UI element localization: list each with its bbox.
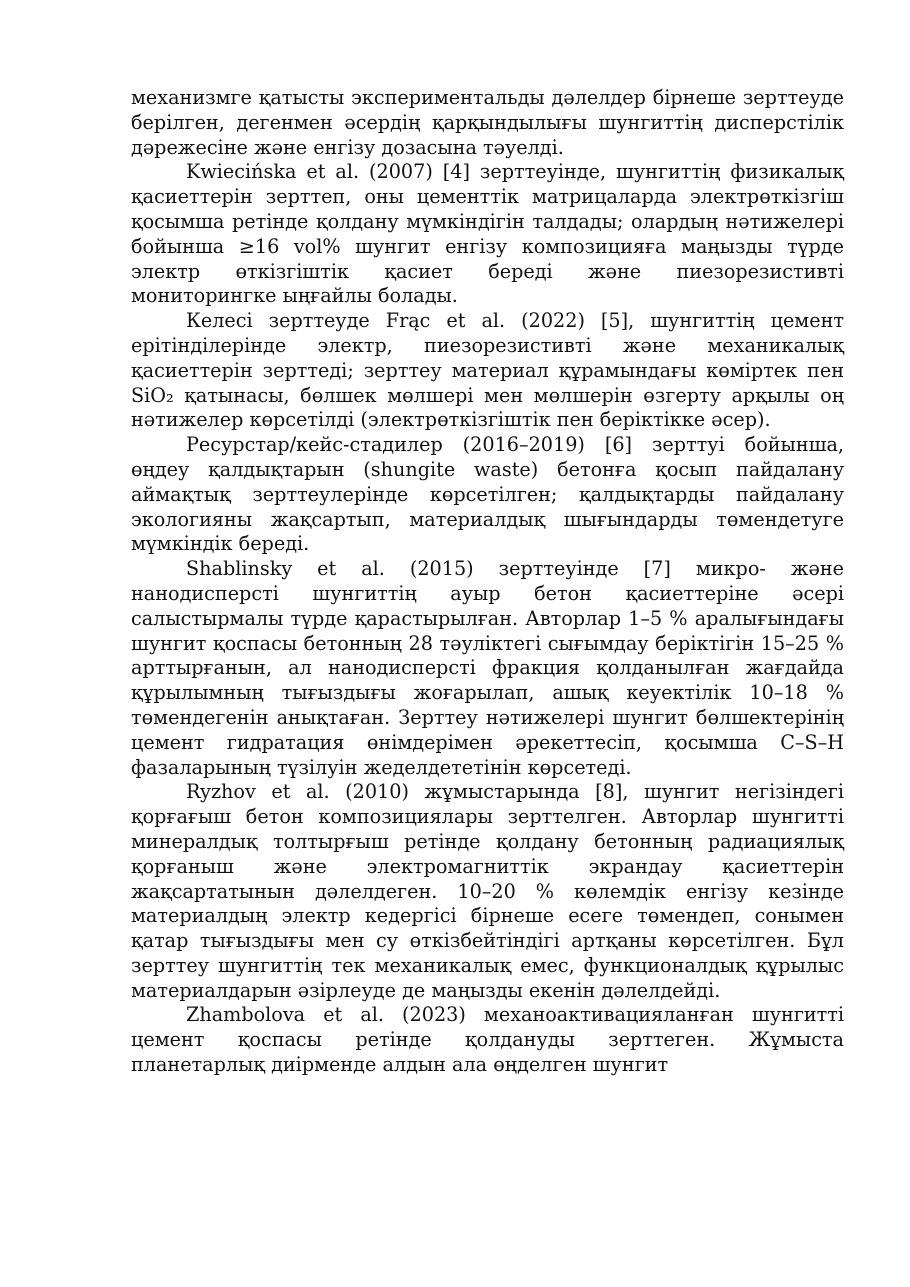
paragraph-continuation: механизмге қатысты экспериментальды дәлелдер бірнеше зерттеуде берілген, дегенмен әсердің қарқындылығы шунгиттің дисперстілік дәрежесіне және енгізу дозасына тәуелді. [131,86,844,159]
paragraph-frac: Келесі зерттеуде Frąc et al. (2022) [5], шунгиттің цемент ерітінділерінде электр, пиезорезистивті және механикалық қасиеттерін зерттеді; зерттеу материал құрамындағы көміртек пен SiO₂ қатынасы, бөлшек мөлшері мен мөлшерін өзгерту арқылы оң нәтижелер көрсетілді (электрөткізгіштік пен беріктікке әсер). [131,309,844,432]
document-page [131,86,844,1078]
paragraph-zhambolova: Zhambolova et al. (2023) механоактивацияланған шунгитті цемент қоспасы ретінде қолдануды зерттеген. Жұмыста планетарлық диірменде алдын ала өңделген шунгит [131,1003,844,1077]
paragraph-shablinsky: Shablinsky et al. (2015) зерттеуінде [7] микро- және нанодисперсті шунгиттің ауыр бетон қасиеттеріне әсері салыстырмалы түрде қарастырылған. Авторлар 1–5 % аралығындағы шунгит қоспасы бетонның 28 тәуліктегі сығымдау беріктігін 15–25 % арттырғанын, ал нанодисперсті фракция қолданылған жағдайда құрылымның тығыздығы жоғарылап, ашық кеуектілік 10–18 % төмендегенін анықтаған. Зерттеу нәтижелері шунгит бөлшектерінің цемент гидратация өнімдерімен әрекеттесіп, қосымша C–S–H фазаларының түзілуін жеделдететінін көрсетеді. [131,557,844,779]
paragraph-kwiecinska: Kwiecińska et al. (2007) [4] зерттеуінде, шунгиттің физикалық қасиеттерін зерттеп, оны цементтік матрицаларда электрөткізгіш қосымша ретінде қолдану мүмкіндігін талдады; олардың нәтижелері бойынша ≥16 vol% шунгит енгізу композицияға маңызды түрде электр өткізгіштік қасиет береді және пиезорезистивті мониторингке ыңғайлы болады. [131,160,844,308]
paragraph-case-studies: Ресурстар/кейс-стадилер (2016–2019) [6] зерттуі бойынша, өңдеу қалдықтарын (shungite waste) бетонға қосып пайдалану аймақтық зерттеулерінде көрсетілген; қалдықтарды пайдалану экологияны жақсартып, материалдық шығындарды төмендетуге мүмкіндік береді. [131,433,844,556]
paragraph-ryzhov: Ryzhov et al. (2010) жұмыстарында [8], шунгит негізіндегі қорғағыш бетон композициялары зерттелген. Авторлар шунгитті минералдық толтырғыш ретінде қолдану бетонның радиациялық қорғаныш және электромагниттік экрандау қасиеттерін жақсартатынын дәлелдеген. 10–20 % көлемдік енгізу кезінде материалдың электр кедергісі бірнеше есеге төмендеп, сонымен қатар тығыздығы мен су өткізбейтіндігі артқаны көрсетілген. Бұл зерттеу шунгиттің тек механикалық емес, функционалдық құрылыс материалдарын әзірлеуде де маңызды екенін дәлелдейді. [131,780,844,1002]
